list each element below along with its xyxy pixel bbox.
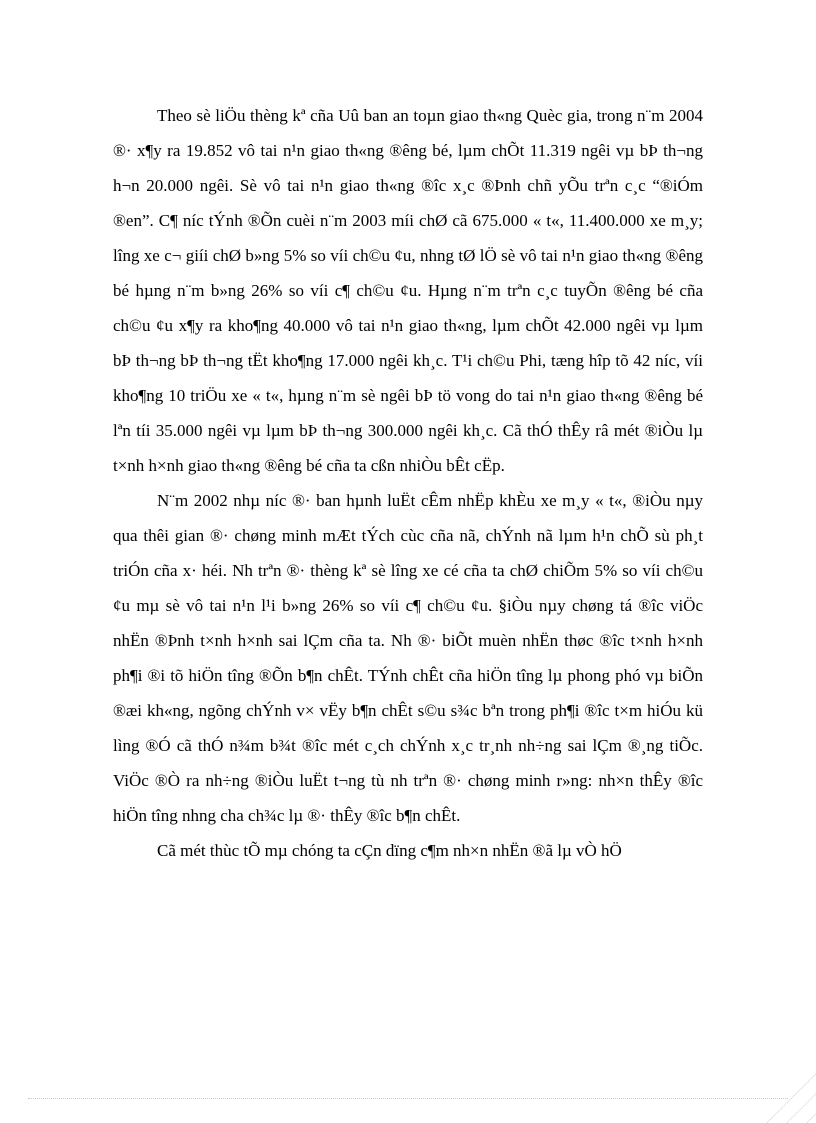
corner-line xyxy=(756,1053,816,1123)
corner-line xyxy=(776,1053,816,1123)
paragraph-2: N¨m 2002 nhµ níc ®· ban hµnh luËt cÊm nhËp khÈu xe m¸y « t«, ®iÒu nµy qua thêi gian ®· chøng minh mÆt tÝch cùc cña nã, chÝnh nã lµm h¹n chÕ sù ph¸t triÓn cña x· héi. Nh trªn ®· thèng kª sè lîng xe cé cña ta chØ chiÕm 5% so víi ch©u ¢u mµ sè vô tai n¹n l¹i b»ng 26% so víi c¶ ch©u ¢u. §iÒu nµy chøng tá ®îc viÖc nhËn ®Þnh t×nh h×nh sai lÇm cña ta. Nh ®· biÕt muèn nhËn thøc ®îc t×nh h×nh ph¶i ®i tõ hiÖn tîng ®Õn b¶n chÊt. TÝnh chÊt cña hiÖn tîng lµ phong phó vµ biÕn ®æi kh«ng, ngõng chÝnh v× vËy b¶n chÊt s©u s¾c bªn trong ph¶i ®îc t×m hiÓu kü lìng ®Ó cã thÓ n¾m b¾t ®îc mét c¸ch chÝnh x¸c tr¸nh nh÷ng sai lÇm ®¸ng tiÕc. ViÖc ®Ò ra nh÷ng ®iÒu luËt t¬ng tù nh trªn ®· chøng minh r»ng: nh×n thÊy ®îc hiÖn tîng nhng cha ch¾c lµ ®· thÊy ®îc b¶n chÊt. xyxy=(113,491,703,825)
paragraph-1: Theo sè liÖu thèng kª cña Uû ban an toµn giao th«ng Quèc gia, trong n¨m 2004 ®· x¶y ra 19.852 vô tai n¹n giao th«ng ®êng bé, lµm chÕt 11.319 ngêi vµ bÞ th¬ng h¬n 20.000 ngêi. Sè vô tai n¹n giao th«ng ®îc x¸c ®Þnh chñ yÕu trªn c¸c “®iÓm ®en”. C¶ níc tÝnh ®Õn cuèi n¨m 2003 míi chØ cã 675.000 « t«, 11.400.000 xe m¸y; lîng xe c¬ giíi chØ b»ng 5% so víi ch©u ¢u, nhng tØ lÖ sè vô tai n¹n giao th«ng ®êng bé hµng n¨m b»ng 26% so víi c¶ ch©u ¢u. Hµng n¨m trªn c¸c tuyÕn ®êng bé cña ch©u ¢u x¶y ra kho¶ng 40.000 vô tai n¹n giao th«ng, lµm chÕt 42.000 ngêi vµ lµm bÞ th¬ng bÞ th¬ng tËt kho¶ng 17.000 ngêi kh¸c. T¹i ch©u Phi, tæng hîp tõ 42 níc, víi kho¶ng 10 triÖu xe « t«, hµng n¨m sè ngêi bÞ tö vong do tai n¹n giao th«ng ®êng bé lªn tíi 35.000 ngêi vµ lµm bÞ th¬ng 300.000 ngêi kh¸c. Cã thÓ thÊy râ mét ®iÒu lµ t×nh h×nh giao th«ng ®êng bé cña ta cßn nhiÒu bÊt cËp. xyxy=(113,106,703,475)
page-bottom-divider xyxy=(28,1098,788,1099)
corner-line xyxy=(796,1053,816,1123)
page-corner-decoration xyxy=(746,1053,816,1123)
paragraph-3: Cã mét thùc tÕ mµ chóng ta cÇn dïng c¶m nh×n nhËn ®ã lµ vÒ hÖ xyxy=(157,841,622,860)
document-body xyxy=(113,98,703,868)
